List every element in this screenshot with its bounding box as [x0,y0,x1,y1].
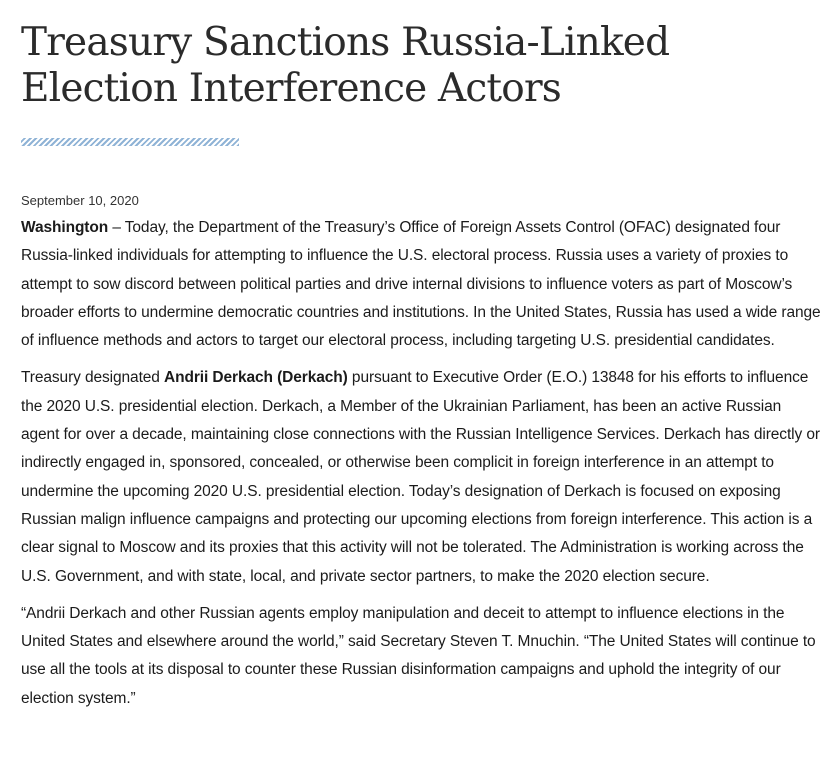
paragraph-intro-text: – Today, the Department of the Treasury’s Office of Foreign Assets Control (OFAC) designated four Russia-linked individuals for attempting to influence the U.S. electoral process. Russia uses a variety of proxies to attempt to sow discord between political parties and drive internal divisions to influence voters as part of Moscow’s broader efforts to undermine democratic countries and institutions. In the United States, Russia has used a wide range of influence methods and actors to target our electoral process, including targeting U.S. presidential candidates. [21,219,821,350]
article [21,0,821,713]
dateline: Washington [21,219,109,236]
paragraph-quote-text: “Andrii Derkach and other Russian agents employ manipulation and deceit to attempt to influence elections in the United States and elsewhere around the world,” said Secretary Steven T. Mnuchin. “The United States will continue to use all the tools at its disposal to counter these Russian disinformation campaigns and uphold the integrity of our election system.” [21,604,816,707]
title-decorative-rule [21,138,239,146]
page-title [21,0,821,112]
designated-person-name: Andrii Derkach (Derkach) [164,369,348,387]
page-title-line-1: Treasury Sanctions Russia-Linked [21,20,670,65]
paragraph-derkach-lead: Treasury designated [21,369,165,387]
paragraph-derkach [21,364,821,590]
page-title-line-2: Election Interference Actors [21,66,562,111]
paragraph-derkach-text: pursuant to Executive Order (E.O.) 13848 for his efforts to influence the 2020 U.S. presidential election. Derkach, a Member of the Ukrainian Parliament, has been an active Russian agent for over a decade, maintaining close connections with the Russian Intelligence Services. Derkach has directly or indirectly engaged in, sponsored, concealed, or otherwise been complicit in foreign interference in an attempt to undermine the upcoming 2020 U.S. presidential election. Today’s designation of Derkach is focused on exposing Russian malign influence campaigns and protecting our upcoming elections from foreign interference. This action is a clear signal to Moscow and its proxies that this activity will not be tolerated. The Administration is working across the U.S. Government, and with state, local, and private sector partners, to make the 2020 election secure. [21,369,820,585]
publish-date: September 10, 2020 [21,193,139,208]
paragraph-intro [21,214,821,355]
paragraph-quote [21,600,821,713]
